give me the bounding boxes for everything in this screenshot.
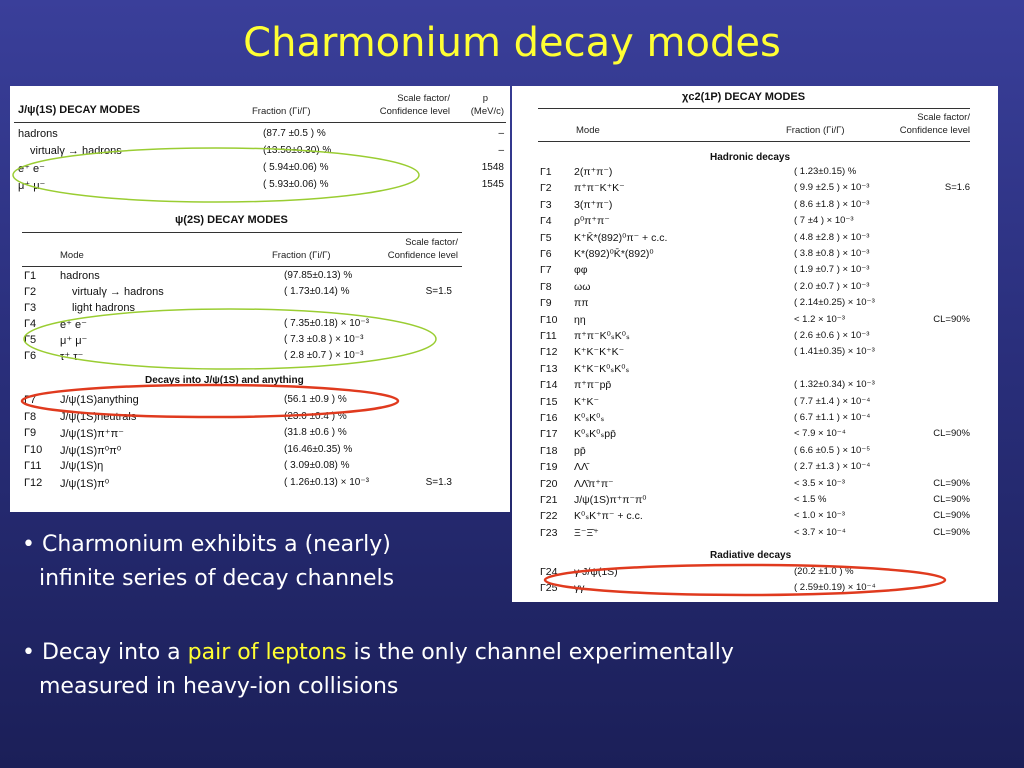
fraction-cell: (31.8 ±0.6 ) % [284,427,347,438]
chic2-header-rule [538,141,970,142]
table-row [10,350,510,366]
mode-cell: γγ [574,582,585,594]
gamma-index-cell: Γ7 [540,264,552,277]
fraction-cell: ( 2.7 ±1.3 ) × 10⁻⁴ [794,461,871,473]
mode-cell: light hadrons [72,302,135,314]
mode-cell: K⁺K̄*(892)⁰π⁻ + c.c. [574,231,668,244]
table-row [512,478,998,494]
psi2s-header-scale2: Confidence level [387,250,458,261]
mode-cell: μ⁺ μ⁻ [60,335,88,347]
table-row [10,334,510,350]
mode-cell: K⁺K⁻K⁰ₛK⁰ₛ [574,362,630,375]
mode-cell: J/ψ(1S)π⁰ [60,477,110,490]
fraction-cell: ( 2.59±0.19) × 10⁻⁴ [794,582,876,593]
chic2-section-radiative: Radiative decays [710,550,792,561]
fraction-cell: ( 7.3 ±0.8 ) × 10⁻³ [284,334,364,345]
mode-cell: K⁰ₛK⁺π⁻ + c.c. [574,510,643,523]
mode-cell: ρ⁰π⁺π⁻ [574,215,610,228]
psi2s-header-rule [22,266,462,267]
table-row [10,128,510,145]
chic2-table-title: χc2(1P) DECAY MODES [682,91,806,103]
scale-cell: CL=90% [933,428,970,440]
chic2-header-scale2: Confidence level [899,125,970,136]
chic2-decay-table [512,86,998,602]
bullet-2-text-post: is the only channel experimentally [346,640,734,665]
table-row [512,510,998,526]
mode-cell: virtualγ → hadrons [30,145,122,157]
table-row [512,396,998,412]
mode-cell: K⁰ₛK⁰ₛ [574,412,605,424]
scale-cell: S=1.5 [425,286,452,297]
fraction-cell: (23.0 ±0.4 ) % [284,410,347,422]
jpsi-header-fraction: Fraction (Γi/Γ) [252,106,311,117]
fraction-cell: ( 5.93±0.06) % [263,179,329,190]
gamma-index-cell: Γ17 [540,428,558,441]
mode-cell: Ξ⁻Ξ̄⁺ [574,526,599,539]
mode-cell: π⁺π⁻pp̄ [574,379,612,392]
mode-cell: γ J/ψ(1S) [574,566,618,578]
mode-cell: φφ [574,264,588,277]
fraction-cell: < 3.5 × 10⁻³ [794,477,845,489]
fraction-cell: ( 7.35±0.18) × 10⁻³ [284,318,369,329]
bullet-2 [22,636,1002,704]
table-row [10,318,510,334]
chic2-top-rule [538,108,970,109]
fraction-cell: (20.2 ±1.0 ) % [794,566,854,577]
gamma-index-cell: Γ11 [24,460,42,472]
scale-cell: CL=90% [933,526,970,538]
bullet-2-text-pre: • Decay into a [22,640,188,665]
fraction-cell: ( 9.9 ±2.5 ) × 10⁻³ [794,182,870,194]
fraction-cell: < 7.9 × 10⁻⁴ [794,428,846,440]
gamma-index-cell: Γ20 [540,477,558,490]
gamma-index-cell: Γ13 [540,362,558,375]
gamma-index-cell: Γ4 [540,215,552,228]
mode-cell: pp̄ [574,444,586,457]
mode-cell: K⁺K⁻ [574,395,600,408]
scale-cell: CL=90% [933,313,970,325]
table-row [10,477,510,494]
gamma-index-cell: Γ12 [24,476,43,489]
mode-cell: ωω [574,280,591,293]
gamma-index-cell: Γ12 [540,346,558,359]
jpsi-header-rule [14,122,506,123]
table-row [10,302,510,318]
table-row [512,264,998,280]
table-row [512,330,998,346]
gamma-index-cell: Γ19 [540,461,558,474]
mode-cell: J/ψ(1S)η [60,460,104,472]
table-row [10,444,510,461]
bullet-2-highlight: pair of leptons [187,640,347,665]
gamma-index-cell: Γ5 [540,231,552,244]
fraction-cell: (16.46±0.35) % [284,443,353,455]
scale-cell: S=1.6 [944,182,970,194]
table-row [10,427,510,444]
bullet-2-line-1 [22,636,1002,670]
table-row [512,428,998,444]
jpsi-decay-table [10,86,510,208]
table-row [512,582,998,598]
mode-cell: J/ψ(1S)neutrals [60,410,137,423]
mode-cell: π⁺π⁻K⁺K⁻ [574,182,625,195]
gamma-index-cell: Γ14 [540,379,558,392]
mode-cell: K*(892)⁰K̄*(892)⁰ [574,248,654,260]
mode-cell: J/ψ(1S)π⁺π⁻ [60,428,124,440]
gamma-index-cell: Γ22 [540,510,558,523]
table-row [10,145,510,162]
gamma-index-cell: Γ9 [24,427,37,439]
fraction-cell: ( 2.8 ±0.7 ) × 10⁻³ [284,350,364,361]
gamma-index-cell: Γ5 [24,334,37,346]
table-row [512,199,998,215]
mode-cell: ΛΛ̄π⁺π⁻ [574,477,614,490]
momentum-cell: 1545 [481,179,504,190]
fraction-cell: ( 1.26±0.13) × 10⁻³ [284,476,369,488]
mode-cell: 3(π⁺π⁻) [574,198,613,211]
fraction-cell: (97.85±0.13) % [284,270,353,281]
fraction-cell: < 1.5 % [794,494,827,505]
table-row [10,411,510,428]
mode-cell: ππ [574,297,589,310]
psi2s-header-scale1: Scale factor/ [405,237,458,248]
table-row [512,461,998,477]
gamma-index-cell: Γ1 [540,166,552,178]
gamma-index-cell: Γ8 [24,410,37,423]
jpsi-header-scale2: Confidence level [379,106,450,117]
gamma-index-cell: Γ3 [24,302,37,314]
mode-cell: J/ψ(1S)π⁰π⁰ [60,444,122,457]
mode-cell: hadrons [60,270,100,282]
chic2-header-mode: Mode [576,125,600,136]
fraction-cell: (13.50±0.30) % [263,145,332,156]
table-row [512,445,998,461]
gamma-index-cell: Γ9 [540,297,552,310]
psi2s-decay-table [10,204,510,512]
table-row [512,182,998,198]
mode-cell: π⁺π⁻K⁰ₛK⁰ₛ [574,330,630,342]
bullet-1-line-1: • Charmonium exhibits a (nearly) [22,532,391,557]
bullet-1-line-2: infinite series of decay channels [39,566,395,591]
table-row [512,232,998,248]
gamma-index-cell: Γ10 [24,443,43,456]
gamma-index-cell: Γ2 [540,182,552,195]
mode-cell: K⁺K⁻K⁺K⁻ [574,346,625,359]
gamma-index-cell: Γ18 [540,444,558,457]
table-row [512,314,998,330]
table-row [512,346,998,362]
fraction-cell: ( 2.0 ±0.7 ) × 10⁻³ [794,280,870,292]
table-row [512,412,998,428]
gamma-index-cell: Γ23 [540,526,558,539]
scale-cell: S=1.3 [425,476,452,488]
scale-cell: CL=90% [933,494,970,505]
gamma-index-cell: Γ25 [540,582,558,594]
table-row [10,394,510,411]
gamma-index-cell: Γ6 [540,248,552,260]
jpsi-header-p: p [482,93,488,104]
mode-cell: 2(π⁺π⁻) [574,166,613,178]
table-row [512,248,998,264]
momentum-cell: 1548 [481,162,504,173]
gamma-index-cell: Γ10 [540,313,558,326]
table-row [10,460,510,477]
mode-cell: ηη [574,313,586,326]
gamma-index-cell: Γ11 [540,330,557,342]
fraction-cell: (56.1 ±0.9 ) % [284,394,347,405]
fraction-cell: ( 6.7 ±1.1 ) × 10⁻⁴ [794,412,871,423]
gamma-index-cell: Γ21 [540,494,558,506]
chic2-header-scale1: Scale factor/ [917,112,970,123]
table-row [512,297,998,313]
jpsi-header-scale1: Scale factor/ [397,93,450,104]
bullet-2-line-2: measured in heavy-ion collisions [39,674,399,699]
fraction-cell: ( 2.6 ±0.6 ) × 10⁻³ [794,330,870,341]
table-row [512,494,998,510]
jpsi-table-title: J/ψ(1S) DECAY MODES [18,104,140,116]
scale-cell: CL=90% [933,510,970,522]
fraction-cell: ( 7 ±4 ) × 10⁻³ [794,215,854,227]
table-row [10,162,510,179]
bullet-1 [22,528,512,596]
table-row [512,363,998,379]
gamma-index-cell: Γ6 [24,350,37,362]
table-row [512,527,998,543]
gamma-index-cell: Γ4 [24,318,37,330]
gamma-index-cell: Γ15 [540,395,558,408]
gamma-index-cell: Γ1 [24,270,37,282]
fraction-cell: ( 1.41±0.35) × 10⁻³ [794,346,875,358]
table-row [10,179,510,196]
mode-cell: τ⁺ τ⁻ [60,351,84,363]
gamma-index-cell: Γ8 [540,280,552,293]
table-row [10,270,510,286]
fraction-cell: ( 4.8 ±2.8 ) × 10⁻³ [794,231,870,243]
fraction-cell: ( 6.6 ±0.5 ) × 10⁻⁵ [794,444,871,456]
fraction-cell: ( 3.8 ±0.8 ) × 10⁻³ [794,248,870,259]
fraction-cell: ( 8.6 ±1.8 ) × 10⁻³ [794,198,870,210]
slide-title: Charmonium decay modes [243,20,781,66]
mode-cell: virtualγ → hadrons [72,286,164,298]
momentum-cell: – [498,145,504,156]
mode-cell: e⁺ e⁻ [60,319,87,331]
mode-cell: hadrons [18,128,58,140]
gamma-index-cell: Γ24 [540,566,558,578]
momentum-cell: – [498,128,504,139]
psi2s-section-title: Decays into J/ψ(1S) and anything [145,375,304,386]
fraction-cell: < 1.2 × 10⁻³ [794,313,845,325]
chic2-header-fraction: Fraction (Γi/Γ) [786,125,845,136]
fraction-cell: ( 7.7 ±1.4 ) × 10⁻⁴ [794,395,871,407]
psi2s-header-mode: Mode [60,250,84,261]
table-row [512,379,998,395]
fraction-cell: < 3.7 × 10⁻⁴ [794,526,846,538]
mode-cell: J/ψ(1S)π⁺π⁻π⁰ [574,494,647,506]
fraction-cell: ( 5.94±0.06) % [263,162,329,173]
fraction-cell: ( 1.9 ±0.7 ) × 10⁻³ [794,264,870,276]
fraction-cell: (87.7 ±0.5 ) % [263,128,326,139]
table-row [512,215,998,231]
table-row [512,281,998,297]
table-row [512,566,998,582]
table-row [10,286,510,302]
fraction-cell: ( 1.73±0.14) % [284,286,350,297]
psi2s-header-fraction: Fraction (Γi/Γ) [272,250,331,261]
mode-cell: ΛΛ̄ [574,461,589,474]
mode-cell: μ⁺ μ⁻ [18,180,46,192]
scale-cell: CL=90% [933,477,970,489]
fraction-cell: < 1.0 × 10⁻³ [794,510,845,522]
fraction-cell: ( 1.32±0.34) × 10⁻³ [794,379,875,391]
table-row [512,166,998,182]
chic2-section-hadronic: Hadronic decays [710,152,791,163]
mode-cell: e⁺ e⁻ [18,163,45,175]
mode-cell: K⁰ₛK⁰ₛpp̄ [574,428,616,441]
gamma-index-cell: Γ3 [540,198,552,211]
psi2s-top-rule [22,232,462,233]
gamma-index-cell: Γ2 [24,286,37,298]
fraction-cell: ( 1.23±0.15) % [794,166,857,177]
fraction-cell: ( 3.09±0.08) % [284,460,350,471]
gamma-index-cell: Γ16 [540,412,558,424]
jpsi-header-p-units: (MeV/c) [470,106,504,117]
gamma-index-cell: Γ7 [24,394,37,406]
psi2s-table-title: ψ(2S) DECAY MODES [175,214,288,226]
fraction-cell: ( 2.14±0.25) × 10⁻³ [794,297,875,309]
mode-cell: J/ψ(1S)anything [60,394,139,406]
